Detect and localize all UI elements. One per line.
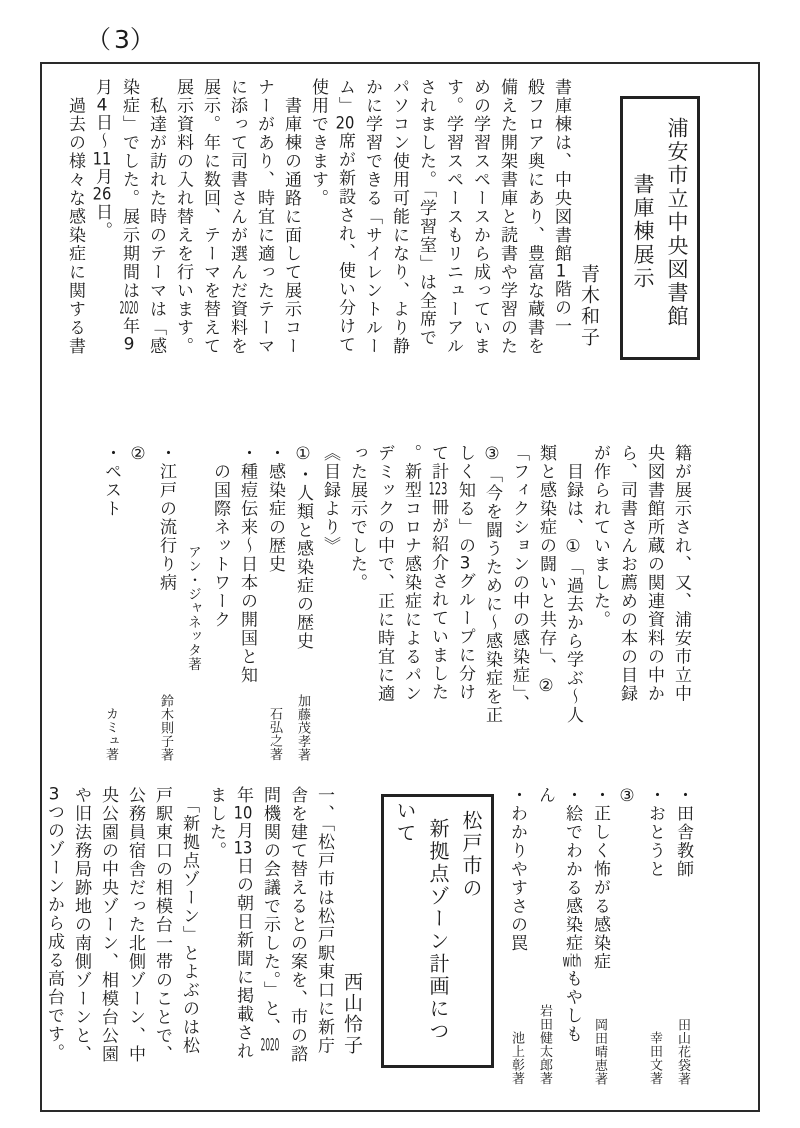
text-column: 舎を建て替えるとの案を、市の諮: [287, 786, 307, 1064]
article-urayasu-continued: [96, 444, 694, 762]
text-column: 般フロア奥にあり、豊富な蔵書を: [524, 78, 544, 356]
catalog-entry: ・正しく怖がる感染症 岡田晴恵著: [585, 786, 613, 1086]
article-urayasu-exhibition: [61, 78, 700, 410]
article1-title-box: [620, 96, 700, 360]
text-column: 戸駅東口の相模台一帯のことで、: [152, 786, 172, 1064]
text-column: デミックの中で、正に時宜に適: [374, 444, 394, 703]
catalog-entry: ・おとうと 幸田文著: [640, 786, 668, 1086]
author-name: 田山花袋著: [675, 1017, 690, 1085]
text-column: 。新型コロナ感染症によるパン: [401, 444, 421, 703]
text-column: 年10月13日の朝日新聞に掲載され: [233, 786, 253, 1061]
text-column: 類と感染症の闘いと共存」、②: [536, 444, 556, 698]
author-name: 岡田晴恵著: [592, 1017, 607, 1085]
text-column: に添って司書さんが選んだ資料を: [227, 78, 247, 356]
text-column: しく知る」の3グループに分け: [455, 444, 475, 702]
text-column: の国際ネットワーク: [210, 444, 230, 629]
text-column: アン・ジャネッタ著: [185, 545, 201, 672]
text-column: 央図書館所蔵の関連資料の中か: [644, 444, 664, 703]
author-name: 池上彰著: [509, 1031, 524, 1085]
catalog-entry: ①・人類と感染症の歴史 加藤茂孝著: [288, 444, 316, 762]
text-column: 使用できます。: [308, 78, 328, 208]
text-column: されました。「学習室」は全席で: [416, 78, 436, 347]
article2-title-box: [381, 794, 494, 1068]
text-column: ・種痘伝来～日本の開国と知: [237, 444, 257, 685]
page-border-frame: [40, 62, 760, 1112]
text-column: 3つのゾーンから成る高台です。: [44, 786, 64, 1062]
text-column: 央公園の中央ゾーン、相模台公園: [98, 786, 118, 1064]
text-column: 染症」でした。展示期間は2020年9: [119, 78, 139, 353]
author-name: 加藤茂孝著: [295, 693, 310, 761]
text-column: 目録は、①「過去から学ぶ～人: [563, 444, 583, 725]
catalog-entry: ・感染症の歴史 石弘之著: [260, 444, 288, 762]
text-column: 備えた開架書庫と読書や学習のた: [497, 78, 517, 356]
catalog-entry: ・田舎教師 田山花袋著: [668, 786, 696, 1086]
text-column: 問機関の会議で示した。」と、2020: [260, 786, 280, 1054]
text-column: ナーがあり、時宜に適ったテーマ: [254, 78, 274, 356]
text-column: 《目録より》: [320, 444, 340, 555]
catalog-entry: ・ペスト カミュ著: [96, 444, 124, 762]
text-column: 展示資料の入れ替えを行います。: [173, 78, 193, 356]
text-column: パソコン使用可能になり、より静: [389, 78, 409, 356]
catalog-entry: ・わかりやすさの罠 池上彰著: [502, 786, 530, 1086]
article2-byline: 西山怜子: [341, 972, 363, 1057]
text-column: ②: [128, 444, 148, 466]
author-name: 鈴木則子著: [158, 693, 173, 761]
article2-title-line2: 新拠点ゾーン計画について: [393, 800, 450, 1043]
text-column: ム」20席が新設され、使い分けて: [335, 78, 355, 354]
text-column: 過去の様々な感染症に関する書: [65, 78, 85, 356]
text-column: 月4日～11月26日。: [92, 78, 112, 240]
text-column: 展示。年に数回、テーマを替えて: [200, 78, 220, 356]
text-column: 籍が展示され、又、浦安市立中: [671, 444, 691, 703]
text-column: めの学習スペースから成っていま: [470, 78, 490, 356]
text-column: が作られていました。: [590, 444, 610, 629]
article-matsudo-zone-plan: [40, 786, 696, 1086]
text-column: 公務員宿舎だった北側ゾーン、中: [125, 786, 145, 1064]
text-column: 私達が訪れた時のテーマは「感: [146, 78, 166, 356]
author-name: カミュ著: [103, 707, 118, 761]
page-number: （3）: [86, 25, 158, 54]
text-column: ③「今を闘うために～感染症を正: [482, 444, 502, 725]
text-column: ③: [617, 786, 637, 808]
text-column: 書庫棟は、中央図書館1階の一: [551, 78, 571, 336]
author-name: 幸田文著: [647, 1031, 662, 1085]
text-column: 「フィクションの中の感染症」、: [509, 444, 529, 713]
text-column: かに学習できる「サイレントルー: [362, 78, 382, 356]
text-column: 「新拠点ゾーン」とよぶのは松: [179, 786, 199, 1055]
catalog-entry: ・江戸の流行り病 鈴木則子著: [151, 444, 179, 762]
article1-title-line1: 浦安市立中央図書館: [665, 116, 689, 329]
catalog-entry: ん 岩田健太郎著: [530, 786, 558, 1086]
text-column: 一、「松戸市は松戸駅東口に新庁: [314, 786, 334, 1055]
text-column: 書庫棟の通路に面して展示コー: [281, 78, 301, 356]
text-column: ・絵でわかる感染症withもやしも: [562, 786, 582, 1044]
text-column: ました。: [206, 786, 226, 860]
text-column: ら、司書さんお薦めの本の目録: [617, 444, 637, 703]
article1-title-line2: 書庫棟展示: [631, 173, 655, 291]
text-column: った展示でした。: [347, 444, 367, 592]
text-column: や旧法務局跡地の南側ゾーンと、: [71, 786, 91, 1064]
article1-byline: 青木和子: [578, 264, 600, 349]
author-name: 石弘之著: [267, 707, 282, 761]
text-column: て計123冊が紹介されていました: [428, 444, 448, 702]
article2-title-line1: 松戸市の: [459, 810, 483, 900]
author-name: 岩田健太郎著: [537, 1004, 552, 1085]
text-column: す。学習スペースもリニューアル: [443, 78, 463, 356]
